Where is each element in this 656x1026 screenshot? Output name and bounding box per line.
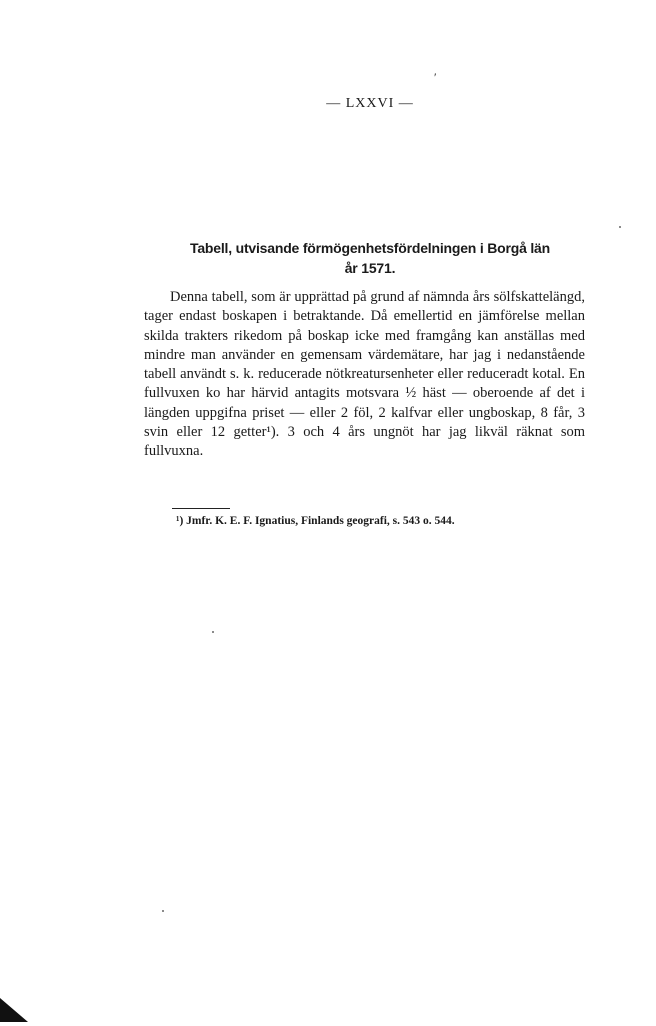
section-heading <box>150 238 590 278</box>
scan-speck <box>162 910 164 912</box>
heading-line-2: år 1571. <box>344 260 396 276</box>
tick-mark: ′ <box>434 70 437 84</box>
footnote: ¹) Jmfr. K. E. F. Ignatius, Finlands geografi, s. 543 o. 544. <box>176 515 455 527</box>
footnote-rule <box>172 508 230 509</box>
heading-line-1: Tabell, utvisande förmögenhetsfördelningen i Borgå län <box>190 240 550 256</box>
page-number: — LXXVI — <box>326 96 414 111</box>
body-text <box>144 288 585 462</box>
scan-speck <box>212 631 214 633</box>
corner-arrow-icon <box>0 998 28 1022</box>
scan-speck <box>619 226 621 228</box>
body-paragraph: Denna tabell, som är upprättad på grund af nämnda års sölfskattelängd, tager endast boskapen i betraktande. Då emellertid en jämförelse mellan skilda trakters rikedom på boskap icke med framgång kan anställas med mindre man använder en gemensam värdemätare, har jag i nedanstående tabell användt s. k. reducerade nötkreatursenheter eller reduceradt kotal. En fullvuxen ko har härvid antagits motsvara ½ häst — oberoende af det i längden uppgifna priset — eller 2 föl, 2 kalfvar eller ungboskap, 8 får, 3 svin eller 12 getter¹). 3 och 4 års ungnöt har jag likväl räknat som fullvuxna. <box>144 289 585 460</box>
